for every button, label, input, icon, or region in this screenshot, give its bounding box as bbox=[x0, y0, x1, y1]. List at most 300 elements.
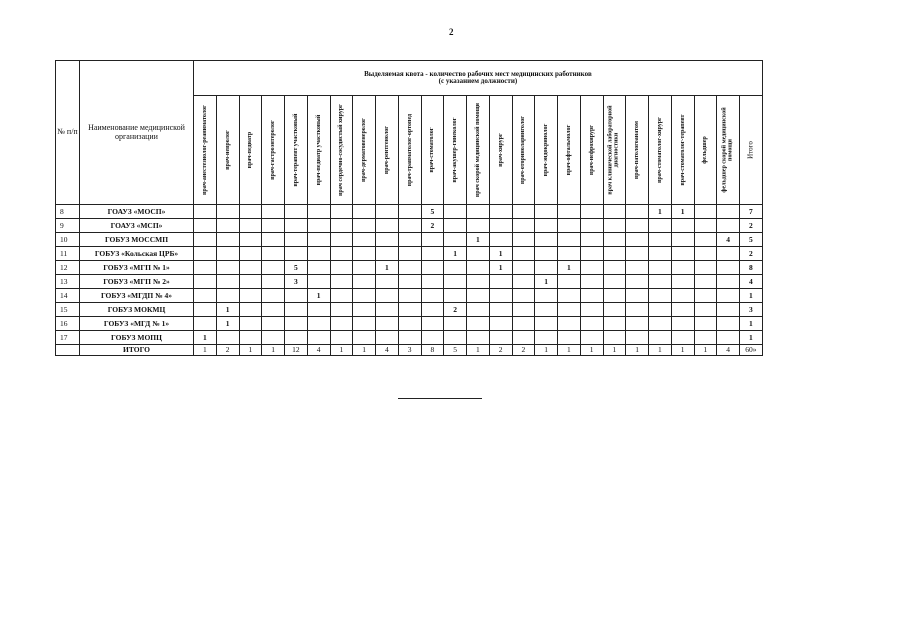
quota-cell bbox=[626, 331, 649, 345]
quota-cell bbox=[580, 317, 603, 331]
quota-cell bbox=[649, 331, 672, 345]
quota-cell bbox=[194, 303, 217, 317]
organization-name: ГОБУЗ МОКМЦ bbox=[80, 303, 194, 317]
quota-cell bbox=[307, 205, 330, 219]
quota-cell bbox=[398, 331, 421, 345]
quota-cell bbox=[467, 317, 490, 331]
quota-cell bbox=[262, 219, 285, 233]
quota-cell bbox=[421, 303, 444, 317]
quota-cell bbox=[398, 289, 421, 303]
table-row bbox=[56, 289, 763, 303]
organization-name: ГОБУЗ МОССМП bbox=[80, 233, 194, 247]
row-total-cell: 3 bbox=[740, 303, 763, 317]
quota-cell bbox=[489, 275, 512, 289]
quota-cell bbox=[467, 205, 490, 219]
quota-cell bbox=[626, 247, 649, 261]
total-cell: 1 bbox=[558, 345, 581, 356]
position-label: врач-гастроэнтеролог bbox=[269, 120, 276, 180]
quota-cell bbox=[626, 233, 649, 247]
position-header-0 bbox=[194, 96, 217, 205]
quota-cell bbox=[649, 289, 672, 303]
quota-cell bbox=[535, 289, 558, 303]
table-row bbox=[56, 317, 763, 331]
total-cell: 8 bbox=[421, 345, 444, 356]
quota-cell bbox=[694, 289, 717, 303]
quota-cell: 1 bbox=[558, 261, 581, 275]
quota-cell bbox=[603, 289, 626, 303]
quota-cell bbox=[262, 205, 285, 219]
table-row bbox=[56, 275, 763, 289]
quota-cell bbox=[330, 205, 353, 219]
total-cell: 1 bbox=[330, 345, 353, 356]
row-total-cell: 8 bbox=[740, 261, 763, 275]
position-header-8 bbox=[376, 96, 399, 205]
quota-cell bbox=[467, 247, 490, 261]
quota-cell bbox=[694, 261, 717, 275]
quota-cell bbox=[671, 247, 694, 261]
quota-cell bbox=[285, 331, 308, 345]
quota-cell bbox=[580, 233, 603, 247]
table-body bbox=[56, 205, 763, 356]
quota-cell bbox=[512, 261, 535, 275]
position-label: врач-дерматовенеролог bbox=[360, 118, 367, 182]
quota-cell bbox=[717, 289, 740, 303]
quota-table bbox=[55, 60, 763, 356]
quota-cell bbox=[239, 331, 262, 345]
position-header-21 bbox=[671, 96, 694, 205]
quota-cell bbox=[626, 205, 649, 219]
quota-cell bbox=[307, 219, 330, 233]
quota-cell bbox=[239, 233, 262, 247]
quota-cell: 2 bbox=[444, 303, 467, 317]
quota-cell bbox=[398, 275, 421, 289]
quota-cell: 1 bbox=[444, 247, 467, 261]
quota-cell bbox=[694, 275, 717, 289]
total-cell: 4 bbox=[717, 345, 740, 356]
position-label: врач-невролог bbox=[224, 130, 231, 170]
quota-cell bbox=[603, 331, 626, 345]
quota-cell bbox=[330, 261, 353, 275]
position-header-18 bbox=[603, 96, 626, 205]
quota-cell bbox=[330, 331, 353, 345]
quota-cell bbox=[671, 303, 694, 317]
quota-cell bbox=[694, 233, 717, 247]
quota-cell bbox=[626, 303, 649, 317]
quota-cell bbox=[535, 219, 558, 233]
quota-cell bbox=[285, 303, 308, 317]
quota-cell bbox=[717, 303, 740, 317]
quota-cell bbox=[216, 247, 239, 261]
quota-cell bbox=[535, 233, 558, 247]
position-header-14 bbox=[512, 96, 535, 205]
total-cell: 1 bbox=[467, 345, 490, 356]
total-cell: 1 bbox=[626, 345, 649, 356]
quota-cell: 1 bbox=[376, 261, 399, 275]
quota-cell bbox=[626, 317, 649, 331]
quota-cell: 5 bbox=[421, 205, 444, 219]
quota-cell: 1 bbox=[489, 247, 512, 261]
quota-cell: 2 bbox=[421, 219, 444, 233]
position-label: врач-акушер-гинеколог bbox=[451, 117, 458, 183]
quota-cell bbox=[580, 289, 603, 303]
quota-cell bbox=[330, 289, 353, 303]
quota-cell bbox=[694, 205, 717, 219]
total-cell: 4 bbox=[376, 345, 399, 356]
quota-cell bbox=[376, 233, 399, 247]
quota-cell bbox=[558, 233, 581, 247]
quota-cell bbox=[580, 247, 603, 261]
table-row bbox=[56, 247, 763, 261]
quota-cell bbox=[512, 275, 535, 289]
quota-cell bbox=[558, 303, 581, 317]
quota-cell bbox=[467, 261, 490, 275]
quota-cell bbox=[398, 247, 421, 261]
total-cell: 3 bbox=[398, 345, 421, 356]
position-header-12 bbox=[467, 96, 490, 205]
position-header-2 bbox=[239, 96, 262, 205]
quota-cell bbox=[603, 317, 626, 331]
quota-cell bbox=[603, 261, 626, 275]
quota-cell: 1 bbox=[194, 331, 217, 345]
total-cell: 5 bbox=[444, 345, 467, 356]
total-cell: 1 bbox=[262, 345, 285, 356]
quota-cell bbox=[580, 303, 603, 317]
quota-cell bbox=[353, 233, 376, 247]
row-total-cell: 5 bbox=[740, 233, 763, 247]
position-label: врач-педиатр участковый bbox=[315, 114, 322, 186]
quota-title bbox=[194, 61, 763, 96]
quota-cell bbox=[194, 247, 217, 261]
position-header-11 bbox=[444, 96, 467, 205]
quota-cell bbox=[307, 317, 330, 331]
quota-cell bbox=[444, 233, 467, 247]
total-cell: 1 bbox=[671, 345, 694, 356]
total-cell: 12 bbox=[285, 345, 308, 356]
quota-cell bbox=[376, 317, 399, 331]
quota-cell bbox=[194, 261, 217, 275]
quota-cell bbox=[535, 303, 558, 317]
quota-cell bbox=[376, 205, 399, 219]
table-header bbox=[56, 61, 763, 205]
quota-cell: 1 bbox=[467, 233, 490, 247]
position-header-15 bbox=[535, 96, 558, 205]
table-row bbox=[56, 205, 763, 219]
quota-cell bbox=[649, 303, 672, 317]
quota-cell bbox=[512, 289, 535, 303]
row-total-cell: 1 bbox=[740, 289, 763, 303]
quota-cell bbox=[239, 289, 262, 303]
table-row bbox=[56, 261, 763, 275]
quota-cell bbox=[580, 275, 603, 289]
row-number: 12 bbox=[56, 261, 80, 275]
quota-cell bbox=[285, 289, 308, 303]
quota-cell bbox=[603, 275, 626, 289]
row-number: 8 bbox=[56, 205, 80, 219]
quota-cell bbox=[512, 247, 535, 261]
quota-cell bbox=[603, 303, 626, 317]
quota-cell bbox=[558, 205, 581, 219]
quota-cell bbox=[285, 205, 308, 219]
quota-cell bbox=[671, 233, 694, 247]
quota-cell bbox=[558, 331, 581, 345]
organization-name: ГОБУЗ «МГП № 1» bbox=[80, 261, 194, 275]
quota-cell bbox=[216, 289, 239, 303]
position-header-5 bbox=[307, 96, 330, 205]
quota-cell bbox=[353, 219, 376, 233]
quota-cell bbox=[307, 233, 330, 247]
quota-cell bbox=[558, 317, 581, 331]
position-label: врач сердечно-сосудистый хирург bbox=[338, 104, 345, 196]
quota-cell bbox=[330, 275, 353, 289]
quota-cell bbox=[512, 233, 535, 247]
quota-cell bbox=[671, 289, 694, 303]
quota-cell bbox=[353, 275, 376, 289]
quota-cell bbox=[580, 331, 603, 345]
quota-cell bbox=[444, 275, 467, 289]
quota-cell bbox=[626, 261, 649, 275]
position-label: врач-хирург bbox=[497, 133, 504, 167]
quota-cell bbox=[580, 219, 603, 233]
position-label: Итого bbox=[746, 141, 755, 159]
quota-cell bbox=[398, 303, 421, 317]
total-cell: 1 bbox=[649, 345, 672, 356]
quota-cell bbox=[489, 233, 512, 247]
position-header-13 bbox=[489, 96, 512, 205]
quota-cell bbox=[194, 289, 217, 303]
quota-cell bbox=[421, 275, 444, 289]
quota-cell bbox=[558, 289, 581, 303]
quota-cell bbox=[376, 275, 399, 289]
total-cell: 1 bbox=[603, 345, 626, 356]
quota-cell bbox=[467, 331, 490, 345]
total-cell: 1 bbox=[239, 345, 262, 356]
quota-cell bbox=[467, 303, 490, 317]
position-header-19 bbox=[626, 96, 649, 205]
position-header-3 bbox=[262, 96, 285, 205]
quota-cell bbox=[717, 205, 740, 219]
position-header-1 bbox=[216, 96, 239, 205]
position-header-17 bbox=[580, 96, 603, 205]
position-header-10 bbox=[421, 96, 444, 205]
quota-cell bbox=[239, 275, 262, 289]
row-total-cell: 4 bbox=[740, 275, 763, 289]
quota-cell bbox=[194, 275, 217, 289]
quota-cell bbox=[512, 331, 535, 345]
quota-cell bbox=[330, 233, 353, 247]
quota-cell bbox=[239, 261, 262, 275]
quota-cell bbox=[398, 205, 421, 219]
position-label: врач-анестезиолог-реаниматолог bbox=[201, 105, 208, 195]
quota-cell bbox=[535, 261, 558, 275]
quota-cell bbox=[535, 205, 558, 219]
quota-cell bbox=[307, 275, 330, 289]
quota-cell: 3 bbox=[285, 275, 308, 289]
quota-cell bbox=[671, 219, 694, 233]
quota-cell bbox=[649, 275, 672, 289]
row-number: 9 bbox=[56, 219, 80, 233]
quota-cell bbox=[285, 247, 308, 261]
quota-cell bbox=[353, 317, 376, 331]
quota-cell bbox=[558, 247, 581, 261]
quota-cell bbox=[671, 261, 694, 275]
quota-cell bbox=[262, 331, 285, 345]
quota-cell bbox=[512, 303, 535, 317]
organization-name: ГОАУЗ «МОСП» bbox=[80, 205, 194, 219]
quota-cell bbox=[194, 233, 217, 247]
quota-cell: 1 bbox=[649, 205, 672, 219]
position-label: врач-терапевт участковый bbox=[292, 113, 299, 187]
quota-cell bbox=[626, 289, 649, 303]
quota-cell bbox=[649, 317, 672, 331]
quota-cell bbox=[307, 303, 330, 317]
position-header-9 bbox=[398, 96, 421, 205]
header-row-1 bbox=[56, 61, 763, 96]
quota-cell bbox=[535, 331, 558, 345]
quota-cell bbox=[262, 275, 285, 289]
quota-cell bbox=[262, 261, 285, 275]
quota-cell bbox=[421, 289, 444, 303]
quota-cell bbox=[512, 317, 535, 331]
total-cell: 1 bbox=[535, 345, 558, 356]
quota-cell bbox=[649, 261, 672, 275]
position-label: фельдшер скорой медицинской помощи bbox=[721, 107, 735, 193]
quota-cell: 1 bbox=[216, 317, 239, 331]
quota-cell bbox=[603, 219, 626, 233]
table-row bbox=[56, 331, 763, 345]
quota-cell bbox=[489, 205, 512, 219]
quota-cell bbox=[421, 317, 444, 331]
quota-cell bbox=[239, 219, 262, 233]
quota-cell bbox=[467, 219, 490, 233]
total-row bbox=[56, 345, 763, 356]
quota-cell bbox=[489, 303, 512, 317]
quota-cell bbox=[717, 219, 740, 233]
quota-cell bbox=[421, 233, 444, 247]
quota-cell: 1 bbox=[671, 205, 694, 219]
quota-cell bbox=[376, 289, 399, 303]
quota-cell bbox=[285, 219, 308, 233]
quota-cell bbox=[717, 261, 740, 275]
quota-cell bbox=[580, 261, 603, 275]
quota-cell bbox=[489, 317, 512, 331]
row-number: 14 bbox=[56, 289, 80, 303]
quota-cell bbox=[376, 303, 399, 317]
position-label: врач-офтальмолог bbox=[565, 124, 572, 176]
quota-cell bbox=[717, 247, 740, 261]
row-total-cell: 7 bbox=[740, 205, 763, 219]
position-label: фельдшер bbox=[702, 136, 709, 164]
quota-cell bbox=[262, 289, 285, 303]
position-header-23 bbox=[717, 96, 740, 205]
quota-cell bbox=[262, 233, 285, 247]
quota-cell bbox=[580, 205, 603, 219]
position-label: врач-педиатр bbox=[247, 131, 254, 169]
quota-cell: 1 bbox=[307, 289, 330, 303]
quota-cell bbox=[421, 261, 444, 275]
quota-cell bbox=[216, 331, 239, 345]
quota-cell bbox=[353, 331, 376, 345]
quota-cell bbox=[467, 275, 490, 289]
quota-cell bbox=[262, 303, 285, 317]
quota-cell bbox=[535, 317, 558, 331]
position-header-22 bbox=[694, 96, 717, 205]
total-cell: 2 bbox=[489, 345, 512, 356]
position-label: врач-травматолог-ортопед bbox=[406, 113, 413, 187]
quota-cell bbox=[626, 219, 649, 233]
position-label: врач-эндокринолог bbox=[542, 123, 549, 177]
table-row bbox=[56, 233, 763, 247]
quota-cell bbox=[239, 317, 262, 331]
row-number: 10 bbox=[56, 233, 80, 247]
position-header-6 bbox=[330, 96, 353, 205]
position-label: врач-стоматолог bbox=[429, 127, 436, 173]
position-header-24 bbox=[740, 96, 763, 205]
position-label: врач-стоматолог-терапевт bbox=[679, 114, 686, 186]
quota-cell bbox=[558, 275, 581, 289]
row-total-cell: 1 bbox=[740, 331, 763, 345]
quota-cell: 4 bbox=[717, 233, 740, 247]
position-header-4 bbox=[285, 96, 308, 205]
quota-cell bbox=[421, 247, 444, 261]
position-label: врач-стоматолог-хирург bbox=[656, 117, 663, 183]
organization-name: ГОБУЗ «МГДП № 4» bbox=[80, 289, 194, 303]
quota-cell bbox=[194, 219, 217, 233]
quota-cell bbox=[194, 317, 217, 331]
total-cell: 2 bbox=[512, 345, 535, 356]
quota-cell bbox=[353, 261, 376, 275]
total-cell: 1 bbox=[194, 345, 217, 356]
organization-name: ГОБУЗ МОПЦ bbox=[80, 331, 194, 345]
row-total-cell: 1 bbox=[740, 317, 763, 331]
closing-rule bbox=[398, 398, 482, 399]
quota-cell bbox=[330, 303, 353, 317]
quota-cell bbox=[603, 233, 626, 247]
quota-cell bbox=[671, 331, 694, 345]
quota-cell: 1 bbox=[489, 261, 512, 275]
quota-cell bbox=[694, 303, 717, 317]
quota-cell bbox=[603, 247, 626, 261]
row-number: 13 bbox=[56, 275, 80, 289]
quota-title-line-1: Выделяемая квота - количество рабочих мест медицинских работников bbox=[364, 69, 592, 78]
quota-cell bbox=[353, 303, 376, 317]
table-row bbox=[56, 219, 763, 233]
quota-cell bbox=[512, 219, 535, 233]
quota-cell bbox=[376, 331, 399, 345]
organization-name: ГОБУЗ «МГД № 1» bbox=[80, 317, 194, 331]
quota-cell bbox=[694, 331, 717, 345]
total-label: ИТОГО bbox=[80, 345, 194, 356]
quota-cell bbox=[330, 219, 353, 233]
quota-cell bbox=[353, 205, 376, 219]
position-header-20 bbox=[649, 96, 672, 205]
quota-cell bbox=[307, 247, 330, 261]
quota-cell bbox=[467, 289, 490, 303]
total-cell: 1 bbox=[580, 345, 603, 356]
quota-cell bbox=[535, 247, 558, 261]
column-header-num: № п/п bbox=[56, 61, 80, 205]
quota-cell bbox=[398, 233, 421, 247]
quota-cell: 1 bbox=[535, 275, 558, 289]
quota-cell bbox=[398, 317, 421, 331]
position-label: врач-рентгенолог bbox=[383, 126, 390, 174]
quota-cell bbox=[216, 233, 239, 247]
quota-cell bbox=[649, 219, 672, 233]
quota-cell bbox=[717, 317, 740, 331]
row-total-cell: 2 bbox=[740, 219, 763, 233]
quota-cell bbox=[512, 205, 535, 219]
quota-cell bbox=[421, 331, 444, 345]
quota-cell bbox=[239, 247, 262, 261]
